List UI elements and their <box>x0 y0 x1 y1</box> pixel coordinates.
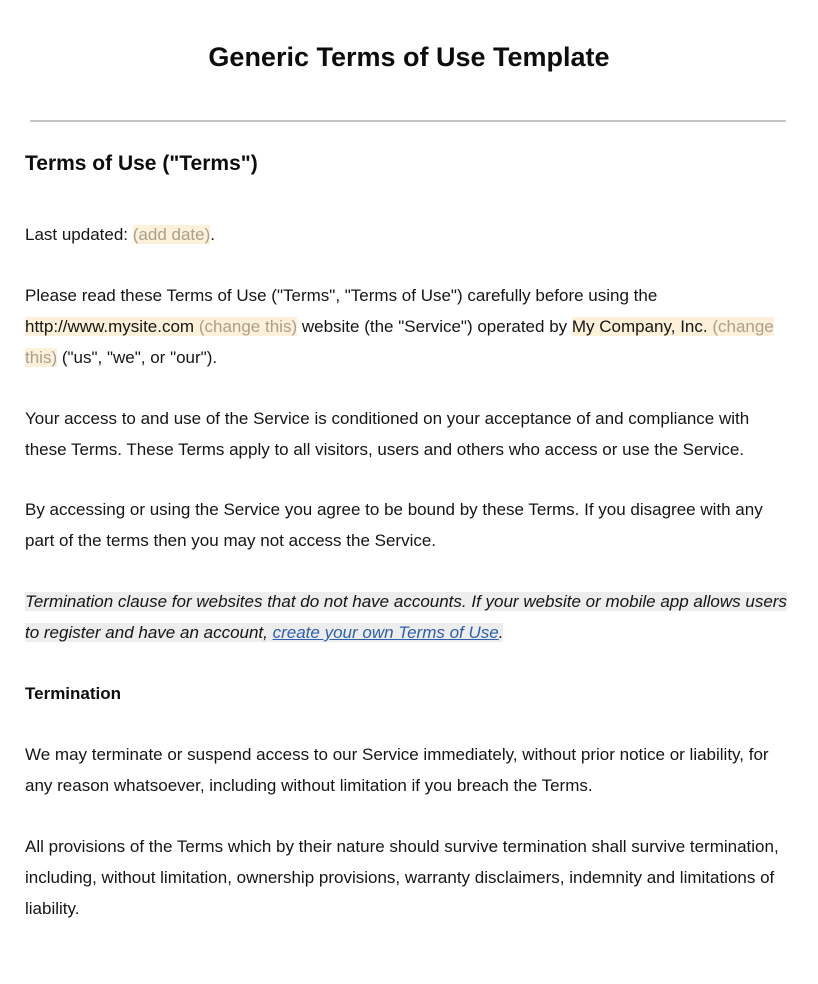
termination-note <box>25 586 795 648</box>
terms-heading: Terms of Use ("Terms") <box>25 152 258 175</box>
intro-text-1: Please read these Terms of Use ("Terms", "Terms of Use") carefully before using the <box>25 286 658 305</box>
change-this-placeholder-2: (change this) <box>25 317 774 367</box>
intro-text-3: ("us", "we", or "our"). <box>57 348 218 367</box>
create-terms-link[interactable]: create your own Terms of Use <box>272 623 499 642</box>
intro-paragraph <box>25 280 795 373</box>
company-name: My Company, Inc. <box>571 317 708 336</box>
site-url: http://www.mysite.com <box>25 317 195 336</box>
agree-paragraph: By accessing or using the Service you agree to be bound by these Terms. If you disagree with any part of the terms then you may not access the Service. <box>25 500 763 550</box>
terminate-paragraph: We may terminate or suspend access to our Service immediately, without prior notice or liability, for any reason whatsoever, including without limitation if you breach the Terms. <box>25 745 769 795</box>
change-this-placeholder-1: (change this) <box>194 317 298 336</box>
date-placeholder: (add date) <box>132 225 211 244</box>
note-text: Termination clause for websites that do not have accounts. If your website or mobile app allows users to register and have an account, <box>25 592 787 642</box>
last-updated-end: . <box>210 225 215 244</box>
note-end: . <box>498 623 504 642</box>
survive-paragraph: All provisions of the Terms which by their nature should survive termination shall survive termination, including, without limitation, ownership provisions, warranty disclaimers, indemnity and limitations of liability. <box>25 837 779 918</box>
termination-heading: Termination <box>25 684 122 703</box>
intro-text-2: website (the "Service") operated by <box>297 317 572 336</box>
document-title: Generic Terms of Use Template <box>208 42 610 72</box>
last-updated-paragraph <box>25 219 795 250</box>
access-paragraph: Your access to and use of the Service is conditioned on your acceptance of and compliance with these Terms. These Terms apply to all visitors, users and others who access or use the Service. <box>25 409 750 459</box>
title-divider <box>30 120 786 122</box>
last-updated-label: Last updated: <box>25 225 133 244</box>
